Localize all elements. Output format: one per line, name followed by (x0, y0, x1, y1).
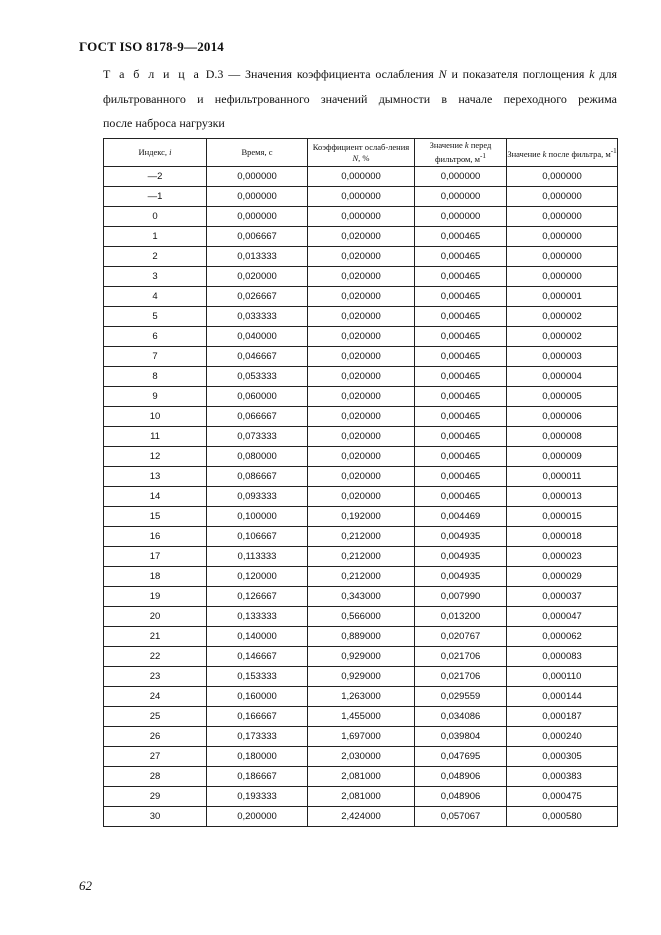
table-row (104, 647, 618, 667)
table-cell: 0,000000 (207, 207, 308, 227)
table-cell: 24 (104, 687, 207, 707)
table-cell: 0,020000 (308, 287, 415, 307)
table-cell: 0,057067 (415, 807, 507, 827)
table-cell: 0,343000 (308, 587, 415, 607)
table-cell: 9 (104, 387, 207, 407)
table-cell: 0,000000 (207, 167, 308, 187)
table-cell: 18 (104, 567, 207, 587)
table-cell: 0,060000 (207, 387, 308, 407)
table-cell: 0,021706 (415, 647, 507, 667)
table-cell: 0,000465 (415, 387, 507, 407)
table-body (104, 167, 618, 827)
table-cell: 1 (104, 227, 207, 247)
table-cell: 0,020000 (308, 447, 415, 467)
table-cell: 0,000015 (507, 507, 618, 527)
table-cell: 0,000465 (415, 227, 507, 247)
table-cell: 0,000009 (507, 447, 618, 467)
table-cell: 0,020000 (308, 387, 415, 407)
caption-line-2: фильтрованного и нефильтрованного значений дымности в начале переходного режима (103, 91, 617, 106)
table-cell: 0,113333 (207, 547, 308, 567)
table-row (104, 467, 618, 487)
table-cell: 0,000000 (415, 207, 507, 227)
table-cell: 16 (104, 527, 207, 547)
table-cell: 13 (104, 467, 207, 487)
table-cell: 27 (104, 747, 207, 767)
table-row (104, 387, 618, 407)
table-cell: 0,000062 (507, 627, 618, 647)
table-header-row (104, 139, 618, 167)
table-cell: 0,000475 (507, 787, 618, 807)
caption-text-3: для (599, 67, 618, 81)
table-cell: 0,000465 (415, 467, 507, 487)
table-cell: 0,000000 (415, 167, 507, 187)
table-cell: 0,004935 (415, 527, 507, 547)
table-row (104, 667, 618, 687)
table-cell: 0,929000 (308, 647, 415, 667)
table-cell: 0,000008 (507, 427, 618, 447)
table-cell: 0,086667 (207, 467, 308, 487)
table-cell: —1 (104, 187, 207, 207)
table-row (104, 807, 618, 827)
table-cell: 0,020000 (308, 467, 415, 487)
table-cell: 0,000001 (507, 287, 618, 307)
table-cell: 0,053333 (207, 367, 308, 387)
data-table (103, 138, 618, 827)
table-row (104, 367, 618, 387)
table-cell: 0,193333 (207, 787, 308, 807)
table-cell: 0,000000 (507, 167, 618, 187)
table-row (104, 567, 618, 587)
table-cell: 0,000465 (415, 367, 507, 387)
table-cell: 0,000004 (507, 367, 618, 387)
page-number: 62 (79, 878, 92, 893)
column-header-symbol: k (464, 140, 469, 151)
table-cell: 2,424000 (308, 807, 415, 827)
table-cell: 17 (104, 547, 207, 567)
table-cell: 0,000000 (507, 267, 618, 287)
column-header-text: Значение (429, 140, 465, 151)
table-cell: 0,034086 (415, 707, 507, 727)
table-cell: 0,093333 (207, 487, 308, 507)
table-cell: 0,000023 (507, 547, 618, 567)
table-cell: 0,186667 (207, 767, 308, 787)
table-cell: 0,073333 (207, 427, 308, 447)
table-cell: 0,000005 (507, 387, 618, 407)
table-cell: 30 (104, 807, 207, 827)
document-header: ГОСТ ISO 8178-9—2014 (79, 39, 225, 54)
table-cell: 0,000465 (415, 487, 507, 507)
column-header-text: , % (358, 152, 370, 163)
column-header (104, 139, 207, 167)
table-cell: 22 (104, 647, 207, 667)
table-row (104, 767, 618, 787)
column-header-symbol: N (352, 152, 359, 163)
caption-symbol-n: N (438, 67, 447, 81)
table-cell: 0,020000 (308, 367, 415, 387)
caption-prefix: Т а б л и ц а (103, 67, 201, 81)
caption-line-3: после наброса нагрузки (103, 116, 225, 130)
table-row (104, 527, 618, 547)
table-cell: 20 (104, 607, 207, 627)
table-cell: 0,006667 (207, 227, 308, 247)
table-cell: 0,020000 (308, 227, 415, 247)
table-cell: 0,173333 (207, 727, 308, 747)
table-cell: 0,000047 (507, 607, 618, 627)
table-cell: 0,120000 (207, 567, 308, 587)
table-cell: 0,013333 (207, 247, 308, 267)
table-cell: 0,000465 (415, 407, 507, 427)
table-cell: 15 (104, 507, 207, 527)
table-cell: 21 (104, 627, 207, 647)
table-row (104, 447, 618, 467)
table-cell: 0,100000 (207, 507, 308, 527)
table-cell: 0,020000 (308, 427, 415, 447)
table-row (104, 587, 618, 607)
table-cell: 0,000000 (308, 207, 415, 227)
table-cell: 0,000465 (415, 447, 507, 467)
column-header-superscript: -1 (610, 146, 617, 155)
column-header-text: Время, с (241, 147, 273, 157)
table-row (104, 747, 618, 767)
table-cell: 8 (104, 367, 207, 387)
column-header-text: Коэффициент ослаб-ления (312, 141, 410, 152)
column-header (507, 139, 618, 167)
table-cell: 0,889000 (308, 627, 415, 647)
table-row (104, 327, 618, 347)
column-header-symbol: k (542, 148, 547, 159)
table-cell: 0,004935 (415, 567, 507, 587)
table-row (104, 787, 618, 807)
table-row (104, 607, 618, 627)
table-cell: 0,000240 (507, 727, 618, 747)
table-cell: 0,039804 (415, 727, 507, 747)
table-cell: 0,033333 (207, 307, 308, 327)
column-header-text: Индекс, (138, 147, 170, 157)
table-row (104, 507, 618, 527)
table-row (104, 407, 618, 427)
table-row (104, 727, 618, 747)
table-cell: 0,004935 (415, 547, 507, 567)
table-cell: 10 (104, 407, 207, 427)
table-cell: 0,000465 (415, 267, 507, 287)
table-cell: 0,160000 (207, 687, 308, 707)
table-cell: 0,000000 (507, 247, 618, 267)
table-cell: 0,566000 (308, 607, 415, 627)
table-cell: 0,000187 (507, 707, 618, 727)
table-cell: 14 (104, 487, 207, 507)
table-cell: 0,140000 (207, 627, 308, 647)
column-header (415, 139, 507, 167)
table-cell: 5 (104, 307, 207, 327)
table-cell: 0,000000 (207, 187, 308, 207)
table-cell: 0,192000 (308, 507, 415, 527)
caption-text-2: и показателя поглощения (451, 67, 585, 81)
table-cell: 0,021706 (415, 667, 507, 687)
column-header-text: после фильтра, м (546, 148, 611, 159)
table-cell: 0,929000 (308, 667, 415, 687)
table-cell: 0,020000 (207, 267, 308, 287)
table-cell: 0,013200 (415, 607, 507, 627)
table-cell: 0,212000 (308, 547, 415, 567)
table-row (104, 547, 618, 567)
table-cell: 4 (104, 287, 207, 307)
table-cell: 0,212000 (308, 527, 415, 547)
column-header-symbol: i (169, 147, 172, 157)
table-cell: 0,000011 (507, 467, 618, 487)
table-cell: 0,000580 (507, 807, 618, 827)
table-cell: 2,081000 (308, 767, 415, 787)
table-row (104, 187, 618, 207)
table-cell: 0,026667 (207, 287, 308, 307)
column-header-superscript: -1 (480, 152, 486, 161)
caption-text-1: — Значения коэффициента ослабления (228, 67, 434, 81)
column-header (308, 139, 415, 167)
table-cell: 0,048906 (415, 767, 507, 787)
table-caption (103, 62, 617, 136)
table-row (104, 707, 618, 727)
table-cell: 0,000000 (507, 227, 618, 247)
table-row (104, 627, 618, 647)
table-row (104, 307, 618, 327)
table-cell: 3 (104, 267, 207, 287)
caption-symbol-k: k (589, 67, 595, 81)
table-cell: 0,000465 (415, 307, 507, 327)
table-row (104, 227, 618, 247)
table-cell: 0,166667 (207, 707, 308, 727)
table-cell: 0,000002 (507, 307, 618, 327)
caption-line-1 (103, 62, 617, 87)
table-cell: 0,000383 (507, 767, 618, 787)
table-cell: 0,000002 (507, 327, 618, 347)
table-row (104, 347, 618, 367)
table-cell: 0,000029 (507, 567, 618, 587)
table-cell: 2 (104, 247, 207, 267)
table-cell: 0,080000 (207, 447, 308, 467)
table-cell: 0,000465 (415, 347, 507, 367)
table-cell: 0,000000 (308, 167, 415, 187)
table-cell: 0,212000 (308, 567, 415, 587)
table-cell: 0,000465 (415, 327, 507, 347)
table-row (104, 247, 618, 267)
table-cell: 0,133333 (207, 607, 308, 627)
table-cell: 19 (104, 587, 207, 607)
table-row (104, 687, 618, 707)
table-cell: 11 (104, 427, 207, 447)
table-cell: 0,000006 (507, 407, 618, 427)
table-cell: 29 (104, 787, 207, 807)
table-cell: 0,200000 (207, 807, 308, 827)
table-cell: 1,455000 (308, 707, 415, 727)
table-cell: 0,000000 (308, 187, 415, 207)
table-cell: 0,000144 (507, 687, 618, 707)
table-cell: 0,000110 (507, 667, 618, 687)
table-cell: 0,000000 (415, 187, 507, 207)
table-row (104, 167, 618, 187)
table-cell: 0,046667 (207, 347, 308, 367)
column-header-text: перед фильтром, м (435, 140, 492, 164)
table-row (104, 427, 618, 447)
table-cell: 0,020000 (308, 307, 415, 327)
table-cell: —2 (104, 167, 207, 187)
table-cell: 7 (104, 347, 207, 367)
table-cell: 0,000018 (507, 527, 618, 547)
table-cell: 0,029559 (415, 687, 507, 707)
table-cell: 0,020000 (308, 407, 415, 427)
caption-table-id: D.3 (205, 67, 224, 81)
table-cell: 0,020000 (308, 347, 415, 367)
table-cell: 0,000000 (507, 207, 618, 227)
table-cell: 0,020000 (308, 487, 415, 507)
table-cell: 0,020000 (308, 247, 415, 267)
table-cell: 0,146667 (207, 647, 308, 667)
table-cell: 0 (104, 207, 207, 227)
table-cell: 0,066667 (207, 407, 308, 427)
table-cell: 1,263000 (308, 687, 415, 707)
table-cell: 0,153333 (207, 667, 308, 687)
table-cell: 0,126667 (207, 587, 308, 607)
table-cell: 0,000037 (507, 587, 618, 607)
table-cell: 0,000013 (507, 487, 618, 507)
table-cell: 0,106667 (207, 527, 308, 547)
table-cell: 0,047695 (415, 747, 507, 767)
column-header-text: Значение (507, 148, 543, 159)
table-cell: 0,180000 (207, 747, 308, 767)
table-cell: 1,697000 (308, 727, 415, 747)
table-row (104, 207, 618, 227)
column-header (207, 139, 308, 167)
table-cell: 2,081000 (308, 787, 415, 807)
table-cell: 0,020000 (308, 327, 415, 347)
table-cell: 0,020767 (415, 627, 507, 647)
table-cell: 0,048906 (415, 787, 507, 807)
table-row (104, 287, 618, 307)
table-cell: 0,000465 (415, 287, 507, 307)
table-cell: 0,000003 (507, 347, 618, 367)
table-cell: 6 (104, 327, 207, 347)
table-cell: 0,040000 (207, 327, 308, 347)
table-cell: 2,030000 (308, 747, 415, 767)
table-cell: 28 (104, 767, 207, 787)
table-cell: 25 (104, 707, 207, 727)
table-cell: 23 (104, 667, 207, 687)
table-cell: 26 (104, 727, 207, 747)
table-cell: 0,004469 (415, 507, 507, 527)
table-cell: 0,007990 (415, 587, 507, 607)
table-cell: 0,000465 (415, 427, 507, 447)
table-cell: 0,020000 (308, 267, 415, 287)
table-cell: 0,000305 (507, 747, 618, 767)
table-cell: 12 (104, 447, 207, 467)
table-cell: 0,000465 (415, 247, 507, 267)
table-cell: 0,000000 (507, 187, 618, 207)
table-row (104, 267, 618, 287)
table-row (104, 487, 618, 507)
table-cell: 0,000083 (507, 647, 618, 667)
